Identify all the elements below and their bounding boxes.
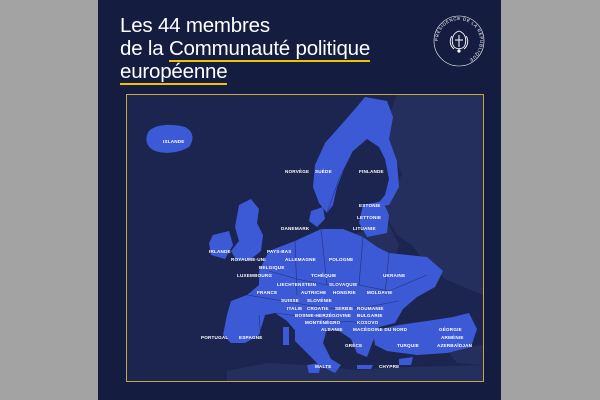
label-georgie: GÉORGIE [439,327,462,332]
label-irlande: IRLANDE [209,249,231,254]
label-albanie: ALBANIE [321,327,343,332]
europe-map [126,94,484,382]
title-line-2-prefix: de la [120,37,169,60]
label-hongrie: HONGRIE [333,290,356,295]
label-macedoine-du-nord: MACÉDOINE DU NORD [353,327,408,332]
label-liechtenstein: LIECHTENSTEIN [277,282,317,287]
label-danemark: DANEMARK [281,226,310,231]
poster-title [120,14,370,83]
label-serbie: SERBIE [335,306,354,311]
label-azerbaidjan: AZERBAÏDJAN [437,343,473,348]
label-roumanie: ROUMANIE [357,306,384,311]
label-slovenie: SLOVÉNIE [307,298,332,303]
title-highlight: Communauté politique [168,37,371,60]
label-moldavie: MOLDAVIE [367,290,393,295]
label-autriche: AUTRICHE [301,290,327,295]
label-portugal: PORTUGAL [201,335,229,340]
label-allemagne: ALLEMAGNE [285,257,316,262]
label-norvege: NORVÈGE [285,169,310,174]
label-italie: ITALIE [287,306,303,311]
label-bosnie-herzegovine: BOSNIE-HERZÉGOVINE [295,313,352,318]
map-shapes [127,95,483,381]
label-suisse: SUISSE [281,298,300,303]
label-espagne: ESPAGNE [239,335,263,340]
label-bulgarie: BULGARIE [357,313,383,318]
label-tchequie: TCHÉQUIE [311,273,337,278]
title-line-2 [120,37,370,60]
label-slovaquie: SLOVAQUIE [329,282,358,287]
title-line-1: Les 44 membres [120,14,270,37]
label-grece: GRÈCE [345,343,363,348]
label-chypre: CHYPRE [379,364,400,369]
label-islande: ISLANDE [163,139,185,144]
label-pologne: POLOGNE [329,257,354,262]
label-royaume-uni: ROYAUME-UNI [231,257,266,262]
label-france: FRANCE [257,290,278,295]
seal-text: PRÉSIDENCE DE LA RÉPUBLIQUE [433,15,485,63]
infographic-poster [98,0,501,400]
presidency-seal-icon [432,14,486,68]
label-lituanie: LITUANIE [353,226,376,231]
label-croatie: CROATIE [307,306,329,311]
label-montenegro: MONTÉNÉGRO [305,320,341,325]
label-kosovo: KOSOVO [357,320,379,325]
label-malte: MALTE [315,364,332,369]
title-line-3-text: européenne [120,60,228,83]
label-lettonie: LETTONIE [357,215,382,220]
label-finlande: FINLANDE [359,169,384,174]
label-pays-bas: PAYS-BAS [267,249,292,254]
label-ukraine: UKRAINE [383,273,406,278]
label-armenie: ARMÉNIE [441,335,464,340]
label-belgique: BELGIQUE [259,265,285,270]
label-estonie: ESTONIE [359,203,381,208]
label-turquie: TURQUIE [397,343,420,348]
title-line-3 [120,60,370,83]
label-suede: SUÈDE [315,169,332,174]
label-luxembourg: LUXEMBOURG [237,273,273,278]
